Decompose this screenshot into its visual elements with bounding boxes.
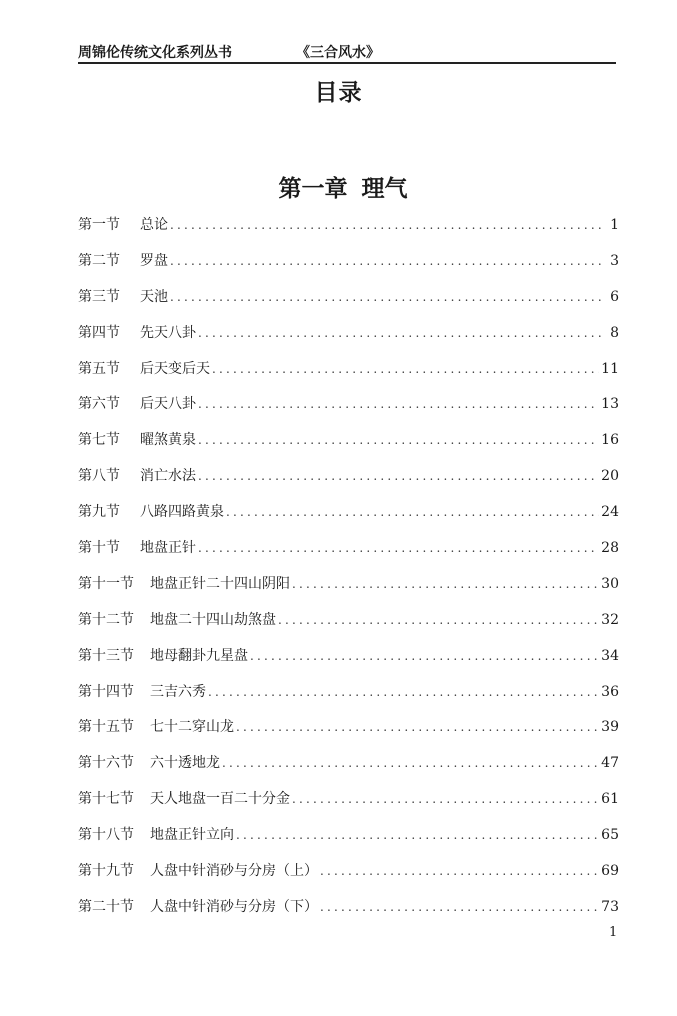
toc-page: 36	[601, 683, 619, 700]
toc-leader	[292, 785, 599, 813]
chapter-number: 第一章	[278, 176, 348, 202]
toc-entry	[78, 247, 619, 283]
toc-leader	[170, 283, 605, 311]
toc-entry	[78, 570, 619, 606]
toc-entry	[78, 606, 619, 642]
toc-title: 人盘中针消砂与分房（下）	[150, 898, 318, 915]
toc-entry	[78, 355, 619, 391]
toc-section: 第二节	[78, 252, 120, 269]
toc-section: 第十四节	[78, 683, 134, 700]
toc-page: 11	[601, 360, 619, 377]
toc-page: 20	[601, 468, 619, 485]
toc-section: 第五节	[78, 360, 120, 377]
toc-page: 39	[601, 719, 619, 736]
toc-title: 天池	[140, 288, 168, 305]
toc-page: 1	[610, 217, 619, 233]
toc-section: 第十八节	[78, 827, 134, 844]
toc-title: 地母翻卦九星盘	[150, 647, 248, 664]
toc-entry	[78, 283, 619, 319]
toc-section: 第一节	[78, 217, 120, 233]
toc-leader	[236, 821, 599, 849]
toc-title: 地盘正针	[140, 540, 196, 557]
toc-entry	[78, 821, 619, 857]
page-title: 目录	[314, 80, 363, 106]
toc-page: 24	[601, 504, 619, 521]
toc-title: 天人地盘一百二十分金	[150, 791, 290, 808]
toc-leader	[278, 606, 599, 634]
toc-title: 先天八卦	[140, 324, 196, 341]
toc-entry	[78, 678, 619, 714]
toc-page: 30	[601, 575, 619, 592]
toc-page: 73	[601, 898, 619, 915]
book-title: 《三合风水》	[296, 45, 380, 61]
toc-title: 总论	[140, 217, 168, 233]
toc-entry	[78, 211, 619, 247]
toc-leader	[320, 893, 599, 921]
toc-section: 第十九节	[78, 863, 134, 880]
toc-section: 第三节	[78, 288, 120, 305]
toc-leader	[292, 570, 599, 598]
toc-title: 六十透地龙	[150, 755, 220, 772]
toc-page: 16	[601, 432, 619, 449]
toc-section: 第六节	[78, 396, 120, 413]
toc-entry	[78, 462, 619, 498]
toc-title: 后天变后天	[140, 360, 210, 377]
toc-title: 七十二穿山龙	[150, 719, 234, 736]
toc-title: 罗盘	[140, 252, 168, 269]
toc-page: 13	[601, 396, 619, 413]
toc-title: 曜煞黄泉	[140, 432, 196, 449]
page-number: 1	[609, 925, 618, 940]
toc-section: 第九节	[78, 504, 120, 521]
chapter-name: 理气	[361, 176, 408, 202]
toc-leader	[236, 713, 599, 741]
toc-title: 后天八卦	[140, 396, 196, 413]
toc-leader	[198, 534, 599, 562]
toc-leader	[198, 390, 599, 418]
toc-page: 32	[601, 611, 619, 628]
toc-leader	[222, 749, 599, 777]
toc-page: 6	[610, 288, 619, 305]
toc-title: 三吉六秀	[150, 683, 206, 700]
toc-page: 3	[610, 252, 619, 269]
toc-leader	[320, 857, 599, 885]
running-header	[78, 40, 616, 64]
toc-section: 第十五节	[78, 719, 134, 736]
toc-leader	[170, 247, 605, 275]
toc-page: 61	[601, 791, 619, 808]
toc-page: 47	[601, 755, 619, 772]
toc-page: 34	[601, 647, 619, 664]
chapter-heading	[0, 170, 677, 203]
toc-entry	[78, 749, 619, 785]
toc-leader	[170, 211, 605, 239]
toc-entry	[78, 893, 619, 929]
toc-leader	[198, 426, 599, 454]
toc-page: 69	[601, 863, 619, 880]
toc-entry	[78, 642, 619, 678]
toc-entry	[78, 713, 619, 749]
toc-section: 第十三节	[78, 647, 134, 664]
table-of-contents	[78, 211, 619, 929]
toc-title: 地盘正针立向	[150, 827, 234, 844]
toc-leader	[198, 319, 605, 347]
toc-entry	[78, 498, 619, 534]
toc-title: 地盘二十四山劫煞盘	[150, 611, 276, 628]
toc-section: 第十七节	[78, 791, 134, 808]
toc-section: 第十六节	[78, 755, 134, 772]
toc-entry	[78, 390, 619, 426]
toc-page: 28	[601, 540, 619, 557]
toc-page: 8	[610, 324, 619, 341]
toc-entry	[78, 785, 619, 821]
toc-section: 第四节	[78, 324, 120, 341]
toc-leader	[198, 462, 599, 490]
toc-leader	[208, 678, 599, 706]
toc-section: 第十二节	[78, 611, 134, 628]
toc-title: 地盘正针二十四山阴阳	[150, 575, 290, 592]
toc-section: 第十一节	[78, 575, 134, 592]
series-title: 周锦伦传统文化系列丛书	[78, 45, 232, 61]
toc-title: 八路四路黄泉	[140, 504, 224, 521]
toc-leader	[250, 642, 599, 670]
toc-entry	[78, 534, 619, 570]
toc-entry	[78, 319, 619, 355]
toc-page: 65	[601, 827, 619, 844]
toc-entry	[78, 857, 619, 893]
toc-section: 第二十节	[78, 898, 134, 915]
toc-leader	[226, 498, 599, 526]
toc-entry	[78, 426, 619, 462]
toc-leader	[212, 355, 599, 383]
toc-title: 消亡水法	[140, 468, 196, 485]
toc-section: 第十节	[78, 540, 120, 557]
toc-title: 人盘中针消砂与分房（上）	[150, 863, 318, 880]
toc-section: 第七节	[78, 432, 120, 449]
toc-section: 第八节	[78, 468, 120, 485]
